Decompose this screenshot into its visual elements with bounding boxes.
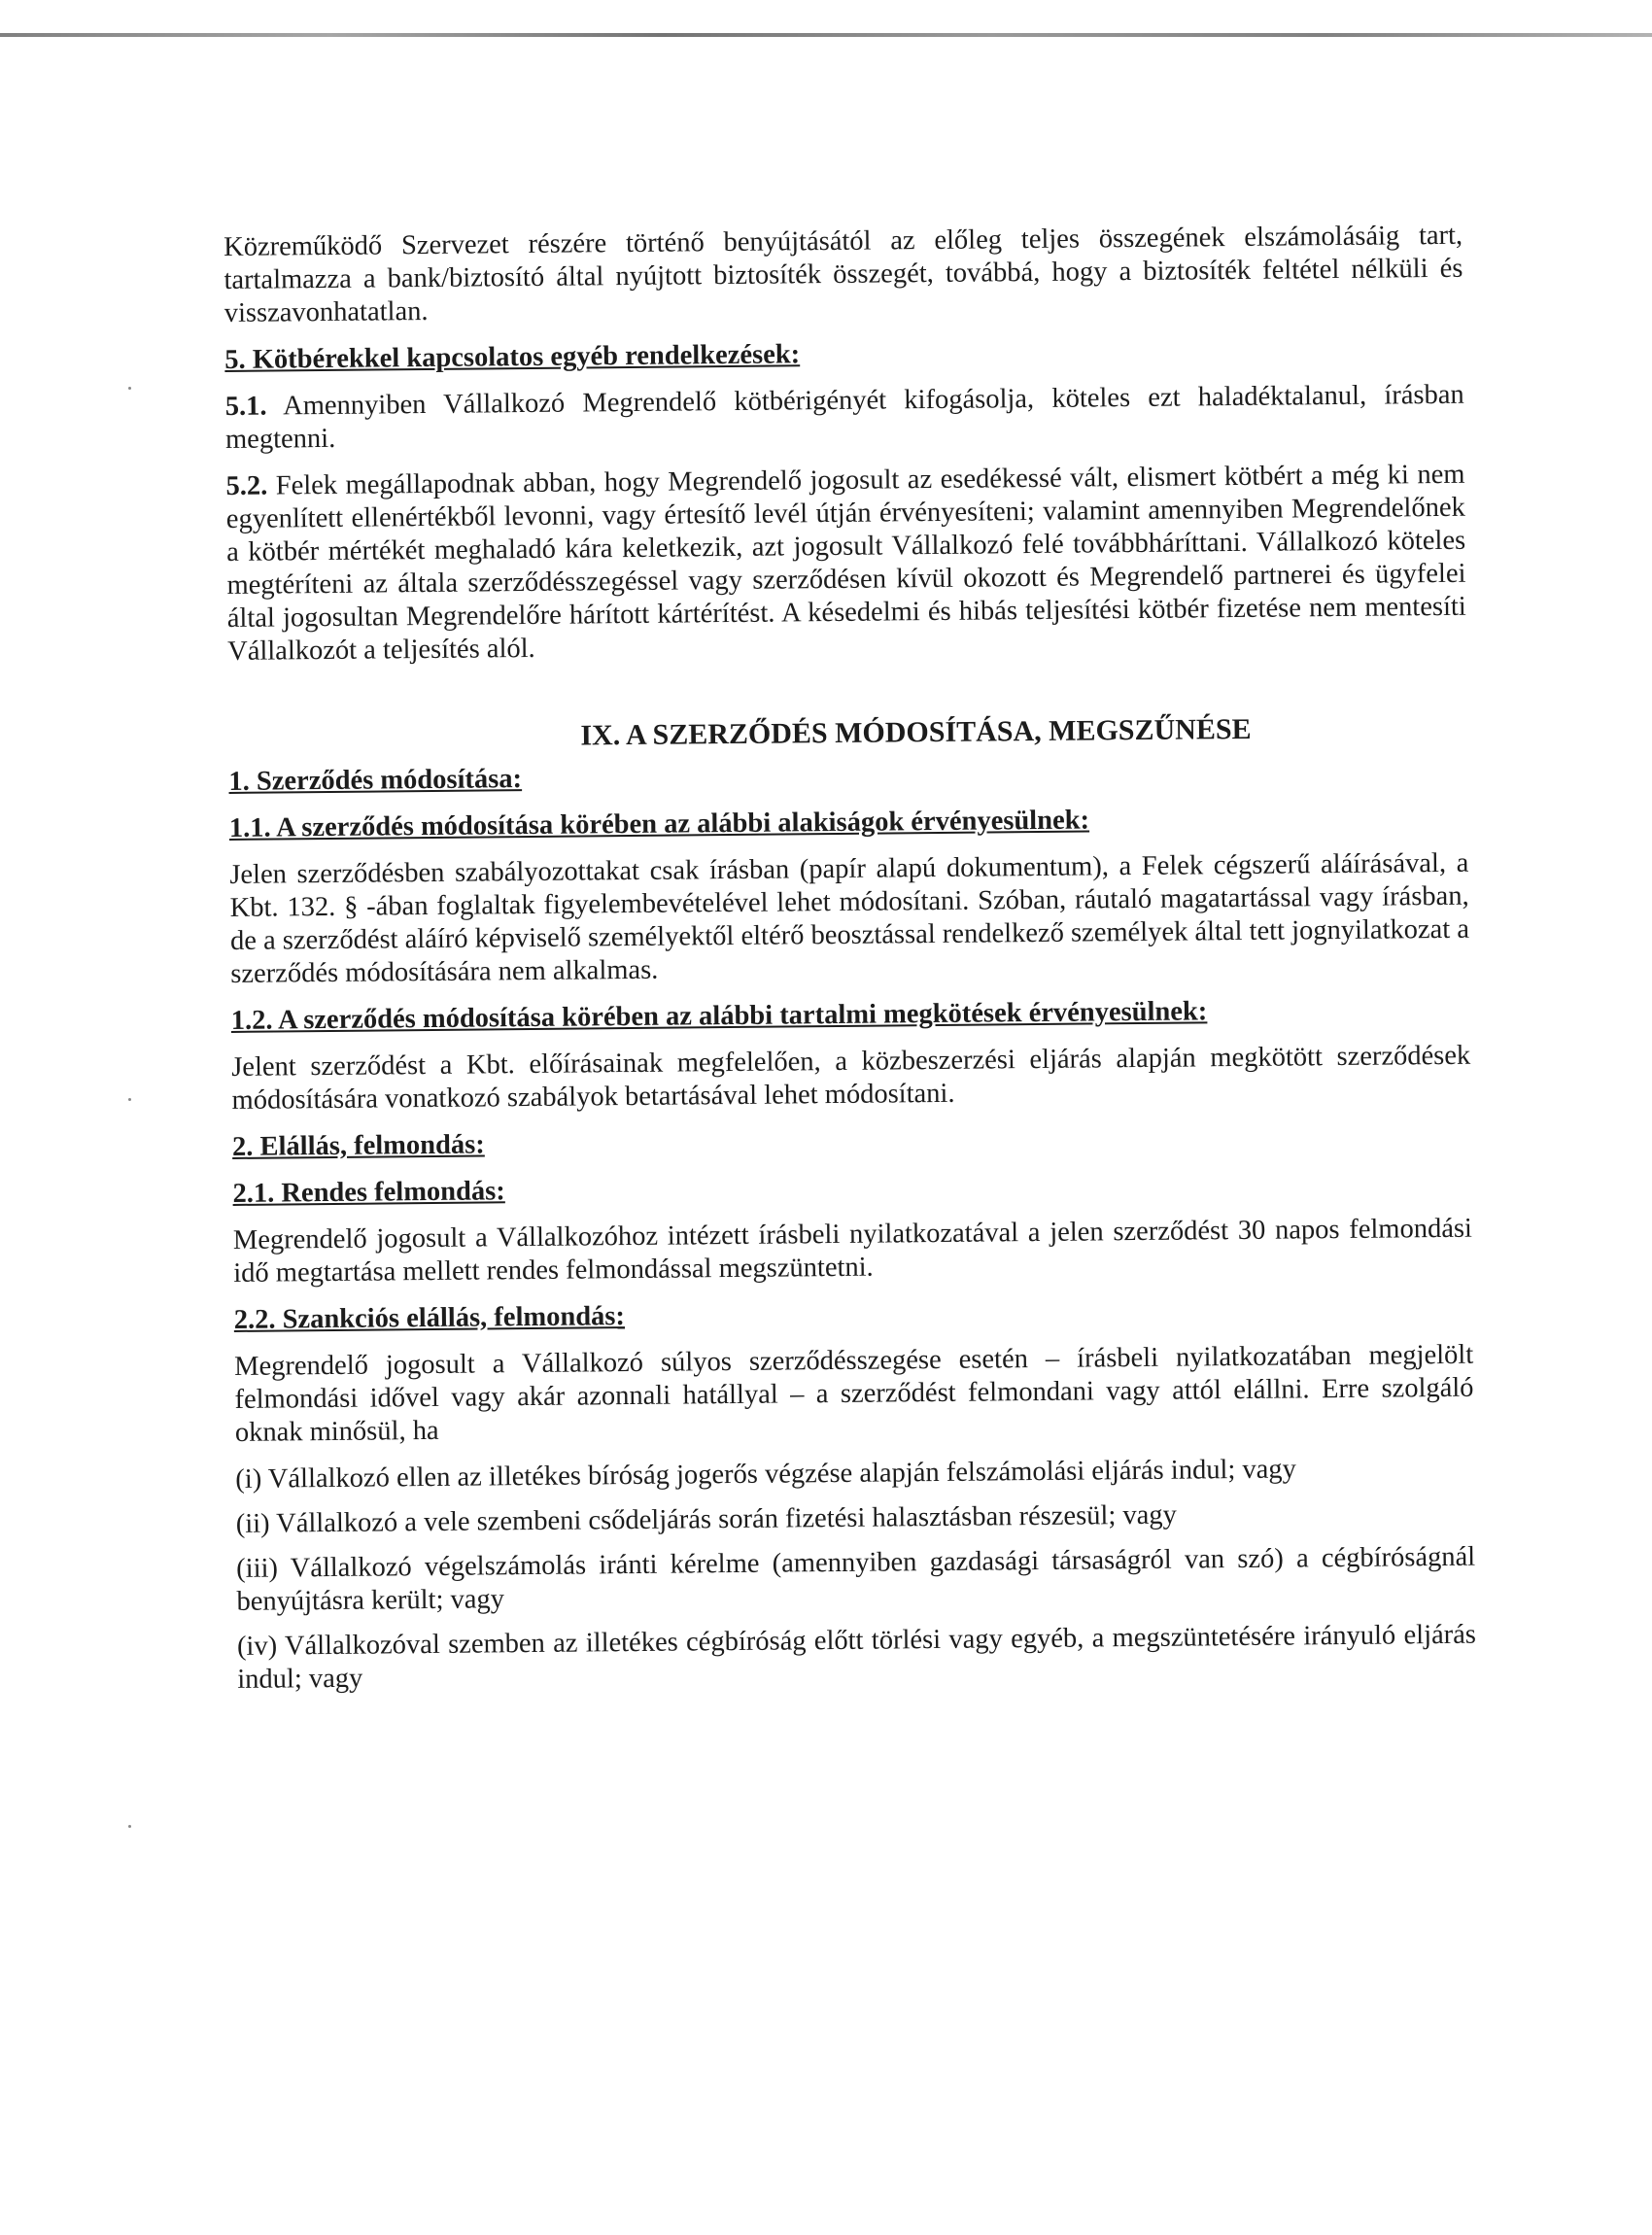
scan-top-edge (0, 33, 1652, 37)
paragraph-5-1 (225, 379, 1465, 457)
chapter-title: IX. A SZERZŐDÉS MÓDOSÍTÁSA, MEGSZŰNÉSE (580, 712, 1252, 752)
section-2-2-text: Megrendelő jogosult a Vállalkozó súlyos szerződésszegése esetén – írásbeli nyilatkozatában megjelölt felmondási idővel vagy akár azonnali hatállyal – a szerződést felmondani vagy attól elállni. Erre szolgáló oknak minősül, ha (234, 1339, 1474, 1448)
paragraph-5-2 (225, 459, 1466, 669)
section-2-2-heading: 2.2. Szankciós elállás, felmondás: (233, 1301, 626, 1335)
section-1-heading: 1. Szerződés módosítása: (228, 764, 523, 797)
section-1-1-heading: 1.1. A szerződés módosítása körében az alábbi alakiságok érvényesülnek: (228, 805, 1090, 843)
list-item-iv: (iv) Vállalkozóval szemben az illetékes cégbíróság előtt törlési vagy egyéb, a megszüntetésére irányuló eljárás indul; vagy (236, 1619, 1477, 1695)
scan-speck (128, 1825, 131, 1828)
intro-paragraph: Közreműködő Szervezet részére történő benyújtásától az előleg teljes összegének elszámolásáig tart, tartalmazza a bank/biztosító által nyújtott biztosíték összegét, továbbá, hogy a biztosíték feltétel nélküli és visszavonhatatlan. (224, 220, 1463, 328)
scan-speck (128, 387, 131, 390)
paragraph-5-1-number: 5.1. (224, 391, 267, 422)
scan-speck (128, 1098, 131, 1101)
list-item-iii: (iii) Vállalkozó végelszámolás iránti kérelme (amennyiben gazdasági társaságról van szó) a cégbíróságnál benyújtásra került; vagy (236, 1541, 1476, 1617)
paragraph-5-1-text: Amennyiben Vállalkozó Megrendelő kötbérigényét kifogásolja, köteles ezt haladéktalanul, írásban megtenni. (224, 379, 1464, 455)
list-item-i: (i) Vállalkozó ellen az illetékes bíróság jogerős végzése alapján felszámolási eljárás indul; vagy (235, 1454, 1296, 1495)
paragraph-5-2-text: Felek megállapodnak abban, hogy Megrendelő jogosult az esedékessé vált, elismert kötbért a még ki nem egyenlített ellenértékből levonni, vagy értesítő levél útján érvényesíteni; valamint amennyiben Megrendelőnek a kötbér mértékét meghaladó kára keletkezik, azt jogosult Vállalkozó felé továbbháríttani. Vállalkozó köteles megtéríteni az általa szerződésszegéssel vagy szerződésen kívül okozott és Megrendelő partnerei és ügyfelei által jogosultan Megrendelőre hárított kártérítést. A késedelmi és hibás teljesítési kötbér fizetése nem mentesíti Vállalkozót a teljesítés alól. (225, 459, 1466, 667)
document-page (224, 220, 1477, 1708)
section-2-1-text: Megrendelő jogosult a Vállalkozóhoz intézett írásbeli nyilatkozatával a jelen szerződést 30 napos felmondási idő megtartása mellett rendes felmondással megszüntetni. (232, 1213, 1473, 1289)
list-item-ii: (ii) Vállalkozó a vele szembeni csődeljárás során fizetési halasztásban részesül; vagy (235, 1499, 1177, 1539)
paragraph-5-2-number: 5.2. (225, 470, 268, 501)
section-2-heading: 2. Elállás, felmondás: (231, 1129, 485, 1162)
section-1-2-text: Jelent szerződést a Kbt. előírásainak megfelelően, a közbeszerzési eljárás alapján megkötött szerződések módosítására vonatkozó szabályok betartásával lehet módosítani. (231, 1040, 1471, 1116)
section-1-2-heading: 1.2. A szerződés módosítása körében az alábbi tartalmi megkötések érvényesülnek: (230, 996, 1208, 1036)
section-2-1-heading: 2.1. Rendes felmondás: (232, 1176, 505, 1209)
section-1-1-text: Jelen szerződésben szabályozottakat csak írásban (papír alapú dokumentum), a Felek cégszerű aláírásával, a Kbt. 132. § -ában foglaltak figyelembevételével lehet módosítani. Szóban, ráutaló magatartással vagy írásban, de a szerződést aláíró képviselő személyektől eltérő beosztással rendelkező személyek által tett jognyilatkozat a szerződés módosítására nem alkalmas. (229, 847, 1470, 989)
section-5-heading: 5. Kötbérekkel kapcsolatos egyéb rendelkezések: (224, 339, 801, 375)
